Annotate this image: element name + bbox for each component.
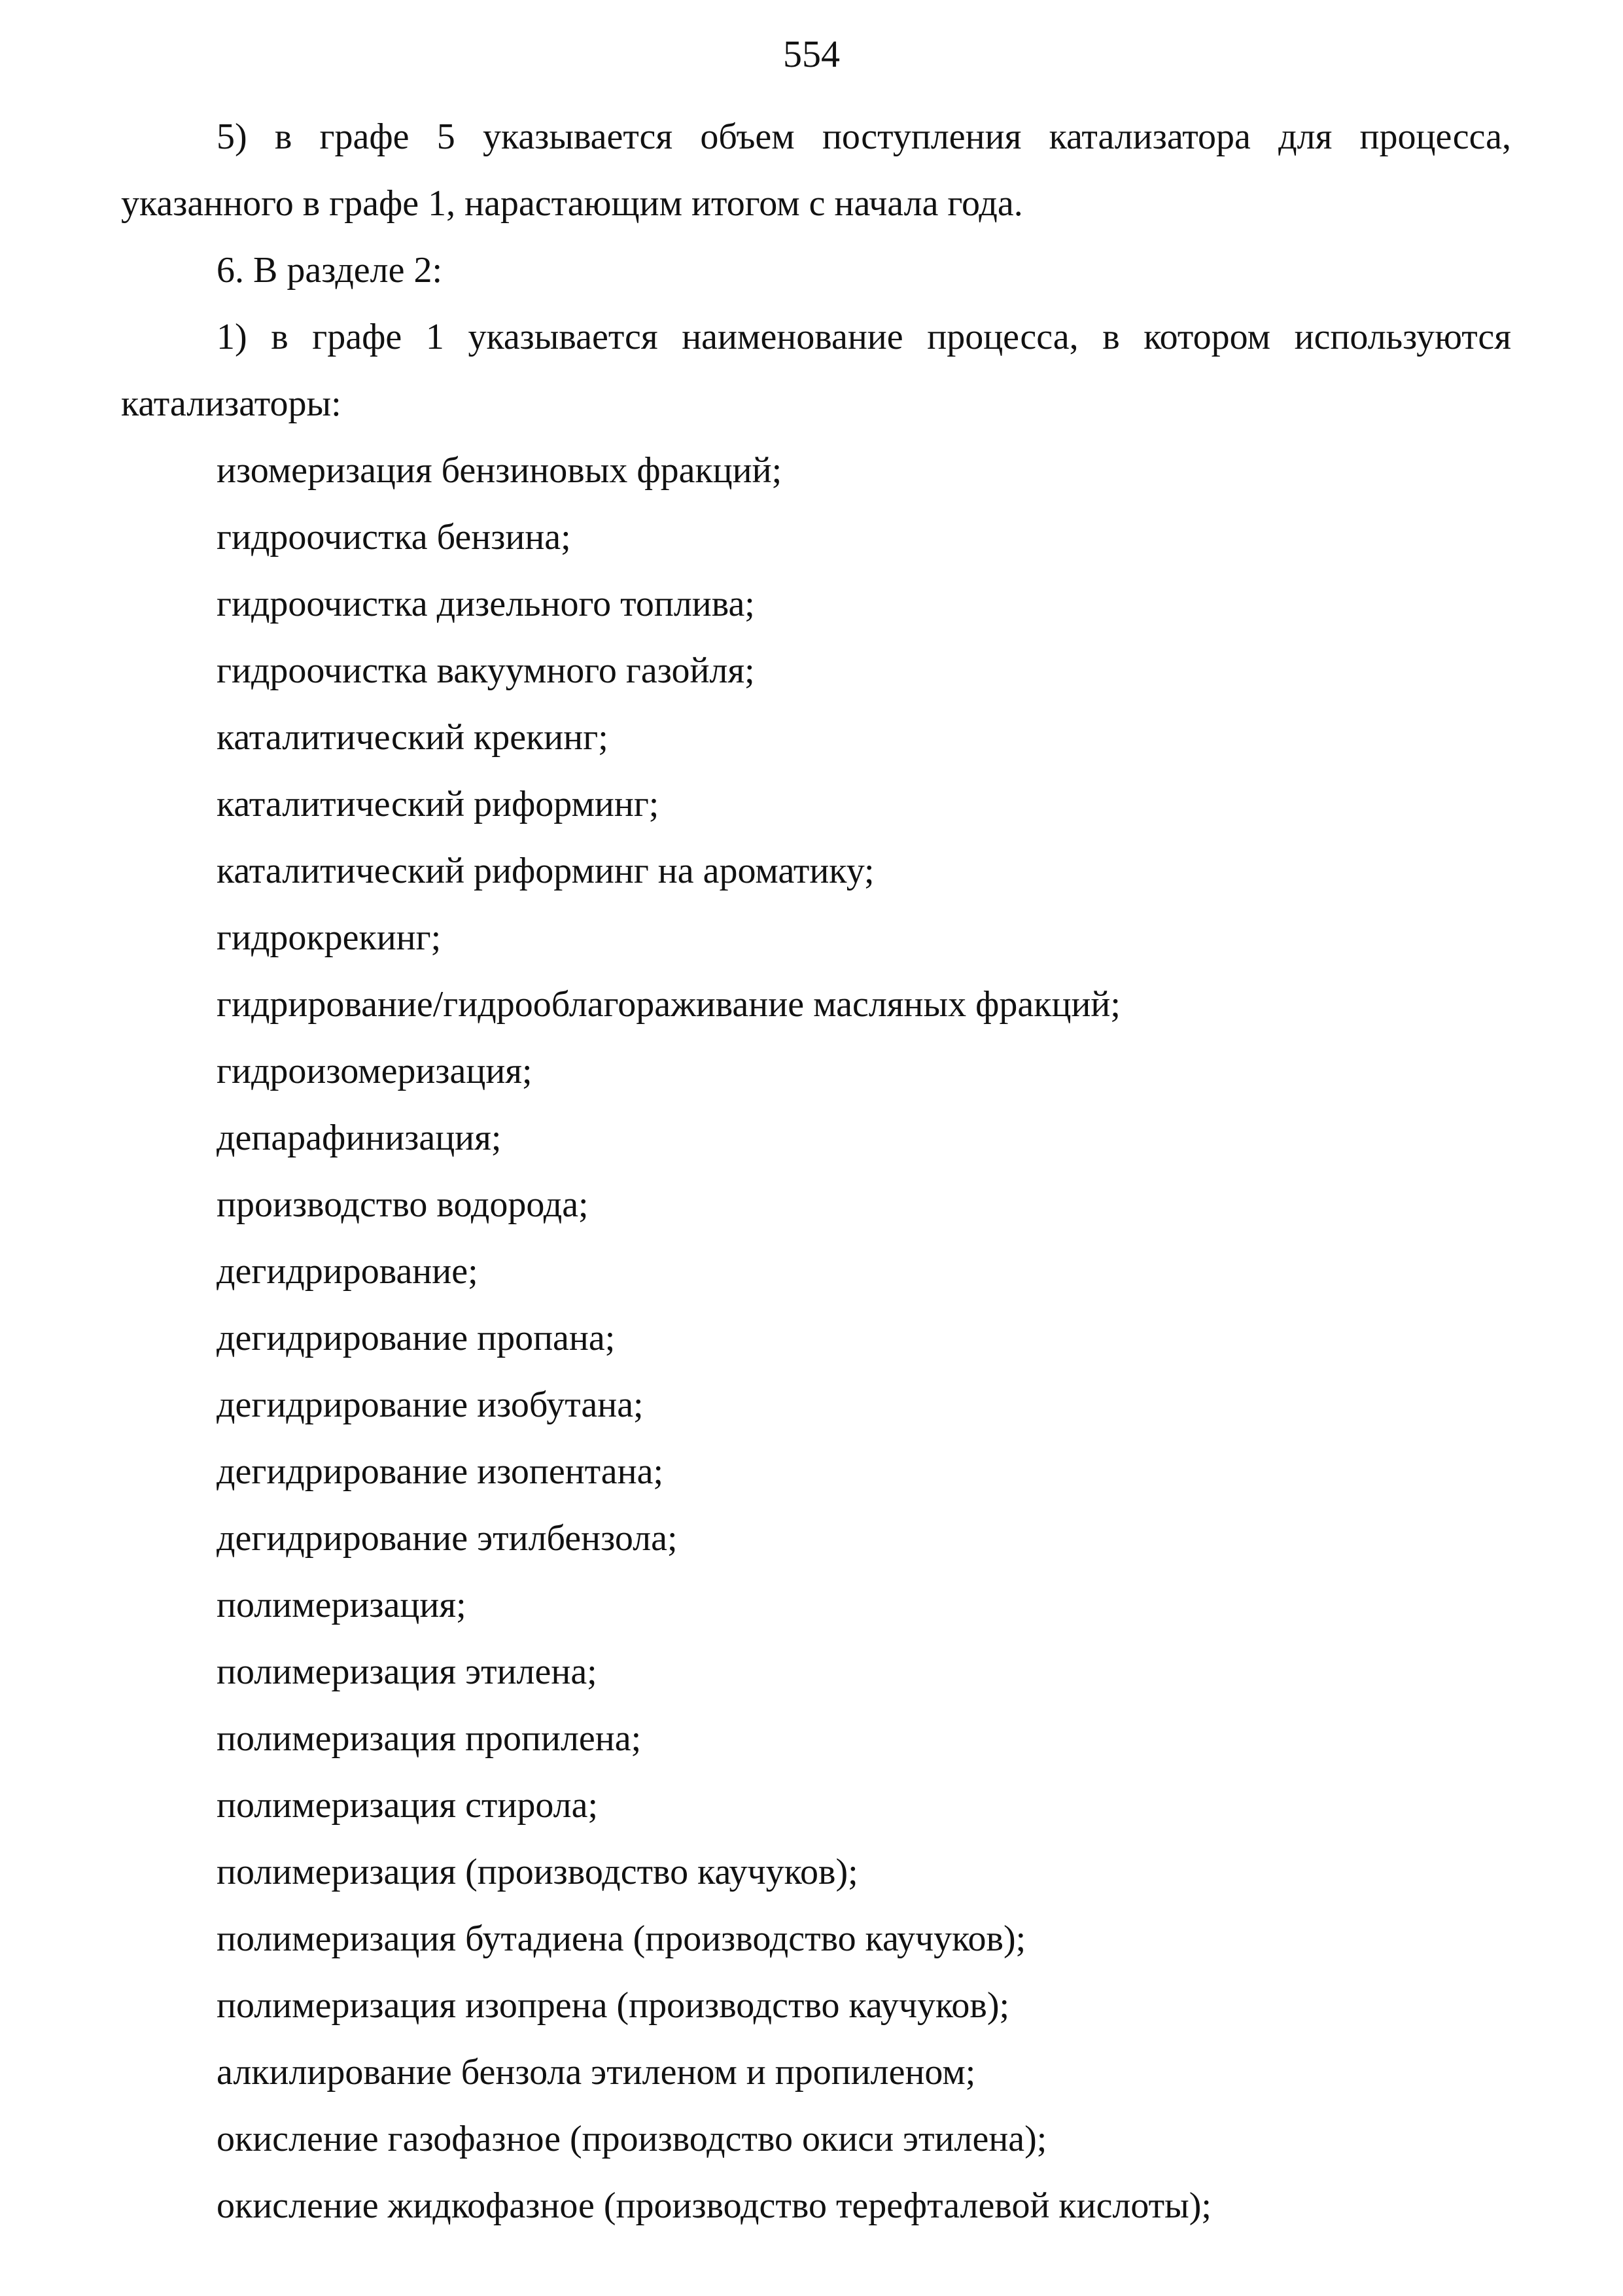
list-item: окисление газофазное (производство окиси этилена);	[217, 2119, 1047, 2159]
paragraph-graph-5: 5) в графе 5 указывается объем поступления катализатора для процесса, указанного в графе 1, нарастающим итогом с начала года.	[121, 116, 1511, 224]
list-item: полимеризация бутадиена (производство каучуков);	[217, 1918, 1026, 1959]
page-number: 554	[783, 33, 840, 75]
list-item: гидроочистка вакуумного газойля;	[217, 650, 755, 691]
paragraph-graph-1: 1) в графе 1 указывается наименование процесса, в котором используются катализаторы:	[121, 317, 1511, 424]
list-item: окисление жидкофазное (производство терефталевой кислоты);	[217, 2185, 1212, 2226]
list-item: гидрирование/гидрооблагораживание масляных фракций;	[217, 984, 1121, 1025]
list-item: гидроочистка дизельного топлива;	[217, 584, 755, 624]
list-item: каталитический риформинг на ароматику;	[217, 851, 875, 891]
list-item: гидроочистка бензина;	[217, 517, 571, 557]
list-item: каталитический крекинг;	[217, 717, 608, 758]
document-body	[121, 103, 1511, 2239]
list-item: каталитический риформинг;	[217, 784, 659, 824]
process-list	[121, 437, 1511, 2239]
list-item: дегидрирование изопентана;	[217, 1451, 664, 1492]
list-item: депарафинизация;	[217, 1118, 502, 1158]
list-item: полимеризация этилена;	[217, 1651, 597, 1692]
list-item: полимеризация стирола;	[217, 1785, 598, 1826]
list-item: дегидрирование изобутана;	[217, 1385, 644, 1425]
list-item: гидроизомеризация;	[217, 1051, 532, 1091]
list-item: полимеризация;	[217, 1585, 466, 1625]
list-item: алкилирование бензола этиленом и пропиленом;	[217, 2052, 976, 2093]
list-item: полимеризация (производство каучуков);	[217, 1852, 858, 1892]
list-item: производство водорода;	[217, 1184, 589, 1225]
list-item: гидрокрекинг;	[217, 917, 442, 958]
list-item: полимеризация изопрена (производство каучуков);	[217, 1985, 1010, 2026]
list-item: дегидрирование;	[217, 1251, 478, 1292]
paragraph-section-2-heading: 6. В разделе 2:	[217, 250, 443, 291]
list-item: полимеризация пропилена;	[217, 1718, 642, 1759]
list-item: дегидрирование пропана;	[217, 1318, 616, 1358]
list-item: дегидрирование этилбензола;	[217, 1518, 678, 1559]
list-item: изомеризация бензиновых фракций;	[217, 450, 782, 491]
